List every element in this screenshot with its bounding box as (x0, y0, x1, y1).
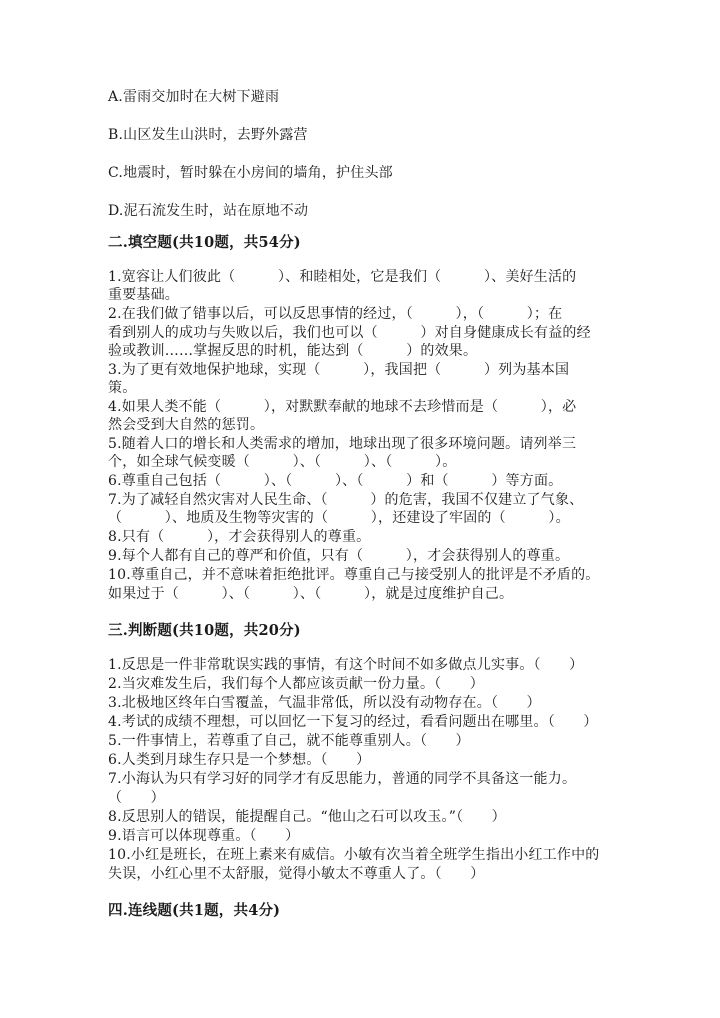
question-line: （ ）、地质及生物等灾害的（ ），还建设了牢固的（ ）。 (108, 510, 570, 526)
question-line: 6.人类到月球生存只是一个梦想。（ ） (108, 752, 371, 768)
section-heading-match: 四.连线题(共1题，共4分) (108, 902, 281, 919)
question-line: 验或教训……掌握反思的时机，能达到（ ）的效果。 (108, 343, 478, 359)
question-line: 8.反思别人的错误，能提醒自己。“他山之石可以攻玉。”（ ） (108, 809, 506, 825)
question-line: 3.为了更有效地保护地球，实现（ ），我国把（ ）列为基本国 (108, 362, 570, 378)
question-line: 10.尊重自己，并不意味着拒绝批评。尊重自己与接受别人的批评是不矛盾的。 (108, 567, 600, 583)
question-line: 8.只有（ ），才会获得别人的尊重。 (108, 529, 371, 545)
section-heading-judge: 三.判断题(共10题，共20分) (108, 622, 301, 639)
question-line: 9.语言可以体现尊重。（ ） (108, 828, 300, 844)
question-line: 重要基础。 (108, 287, 179, 303)
question-line: 然会受到大自然的惩罚。 (108, 417, 265, 433)
question-line: 10.小红是班长，在班上素来有威信。小敏有次当着全班学生指出小红工作中的 (108, 847, 600, 863)
option-a: A.雷雨交加时在大树下避雨 (108, 89, 280, 105)
question-line: 失误，小红心里不太舒服，觉得小敏太不尊重人了。（ ） (108, 866, 485, 882)
question-line: 4.考试的成绩不理想，可以回忆一下复习的经过，看看问题出在哪里。（ ） (108, 714, 598, 730)
question-line: 9.每个人都有自己的尊严和价值，只有（ ），才会获得别人的尊重。 (108, 548, 570, 564)
option-d: D.泥石流发生时，站在原地不动 (108, 203, 309, 219)
question-line: 5.随着人口的增长和人类需求的增加，地球出现了很多环境问题。请列举三 (108, 436, 577, 452)
option-b: B.山区发生山洪时，去野外露营 (108, 127, 308, 143)
question-line: 1.宽容让人们彼此（ ）、和睦相处，它是我们（ ）、美好生活的 (108, 269, 577, 285)
question-line: 看到别人的成功与失败以后，我们也可以（ ）对自身健康成长有益的经 (108, 325, 591, 341)
question-line: 3.北极地区终年白雪覆盖，气温非常低，所以没有动物存在。（ ） (108, 695, 541, 711)
question-line: （ ） (108, 790, 165, 806)
question-line: 5.一件事情上，若尊重了自己，就不能尊重别人。（ ） (108, 733, 470, 749)
question-line: 7.为了减轻自然灾害对人民生命、（ ）的危害，我国不仅建立了气象、 (108, 492, 584, 508)
question-line: 策。 (108, 380, 137, 396)
question-line: 6.尊重自己包括（ ）、（ ）、（ ）和（ ）等方面。 (108, 473, 563, 489)
question-line: 个，如全球气候变暖（ ）、（ ）、（ ）。 (108, 454, 457, 470)
question-line: 7.小海认为只有学习好的同学才有反思能力，普通的同学不具备这一能力。 (108, 771, 577, 787)
section-heading-fill: 二.填空题(共10题，共54分) (108, 234, 301, 251)
question-line: 2.在我们做了错事以后，可以反思事情的经过，（ ），（ ）；在 (108, 306, 563, 322)
question-line: 如果过于（ ）、（ ）、（ ），就是过度维护自己。 (108, 586, 514, 602)
question-line: 1.反思是一件非常耽误实践的事情，有这个时间不如多做点儿实事。（ ） (108, 657, 584, 673)
option-c: C.地震时，暂时躲在小房间的墙角，护住头部 (108, 165, 393, 181)
question-line: 2.当灾难发生后，我们每个人都应该贡献一份力量。（ ） (108, 676, 484, 692)
question-line: 4.如果人类不能（ ），对默默奉献的地球不去珍惜而是（ ），必 (108, 399, 577, 415)
